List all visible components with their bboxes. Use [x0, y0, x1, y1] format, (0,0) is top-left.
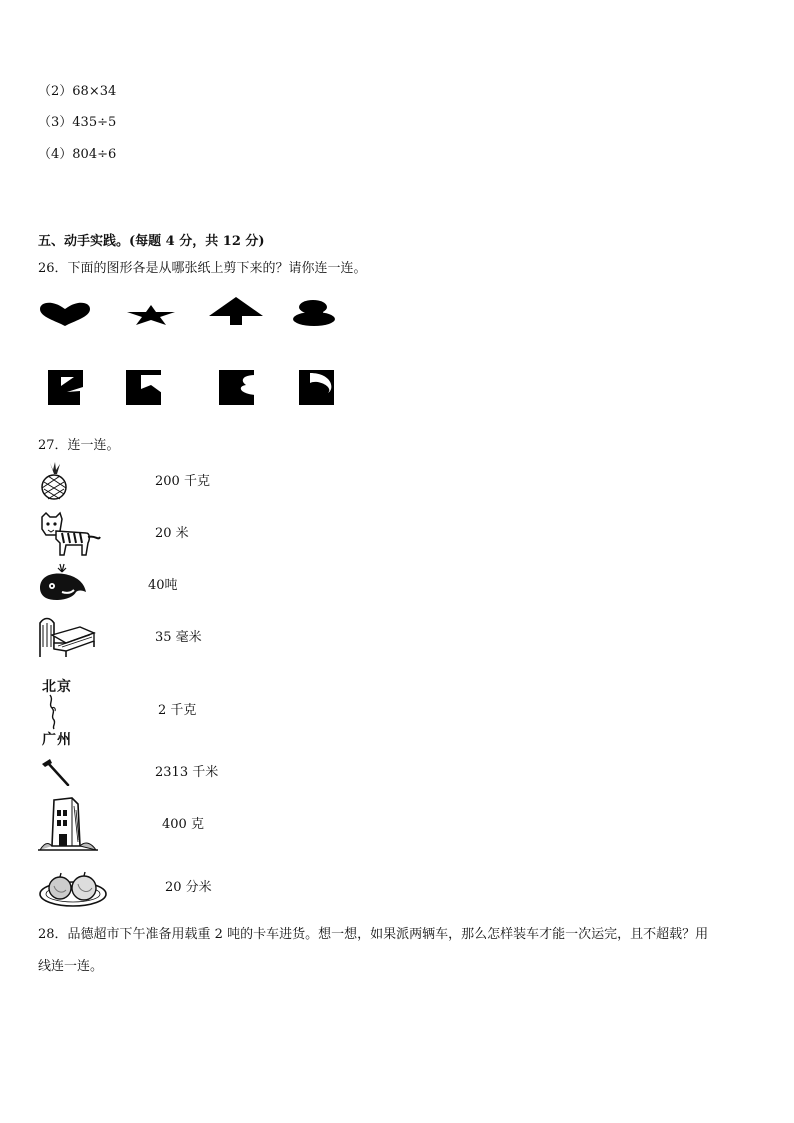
sheet-d — [298, 369, 335, 410]
star-icon — [126, 304, 176, 330]
question-28-line1: 28．品德超市下午准备用载重 2 吨的卡车进货。想一想，如果派两辆车，那么怎样装车才能一次运完，且不超载？用 — [38, 927, 709, 942]
map-route-icon — [40, 694, 70, 730]
value-2kg: 2 千克 — [158, 703, 197, 718]
value-2313km: 2313 千米 — [155, 765, 219, 780]
problem-3: （3）435÷5 — [38, 115, 117, 130]
nail-icon — [40, 758, 70, 786]
map-label-guangzhou: 广州 — [42, 732, 72, 748]
heart-icon — [38, 301, 92, 331]
sheet-b — [125, 369, 162, 410]
question-28-line2: 线连一连。 — [38, 959, 104, 974]
section-5-heading: 五、动手实践。(每题 4 分，共 12 分) — [38, 234, 265, 249]
map-label-beijing: 北京 — [42, 679, 72, 695]
tiger-icon — [38, 511, 102, 557]
value-40t: 40吨 — [148, 578, 178, 593]
value-20m: 20 米 — [155, 526, 189, 541]
figure-eight-icon — [291, 299, 337, 331]
pineapple-icon — [38, 462, 70, 500]
value-20dm: 20 分米 — [165, 880, 212, 895]
sheet-a — [47, 369, 84, 410]
problem-4: （4）804÷6 — [38, 147, 117, 162]
value-200kg: 200 千克 — [155, 474, 210, 489]
apple-plate-icon — [38, 868, 108, 908]
bed-icon — [38, 613, 96, 659]
value-400g: 400 克 — [162, 817, 204, 832]
value-35mm: 35 毫米 — [155, 630, 202, 645]
question-26-text: 26．下面的图形各是从哪张纸上剪下来的？请你连一连。 — [38, 261, 367, 276]
problem-2: （2）68×34 — [38, 84, 117, 99]
sheet-c — [218, 369, 255, 410]
building-icon — [38, 796, 98, 852]
whale-icon — [38, 562, 88, 604]
question-27-text: 27．连一连。 — [38, 438, 120, 453]
arrow-up-icon — [208, 296, 264, 330]
